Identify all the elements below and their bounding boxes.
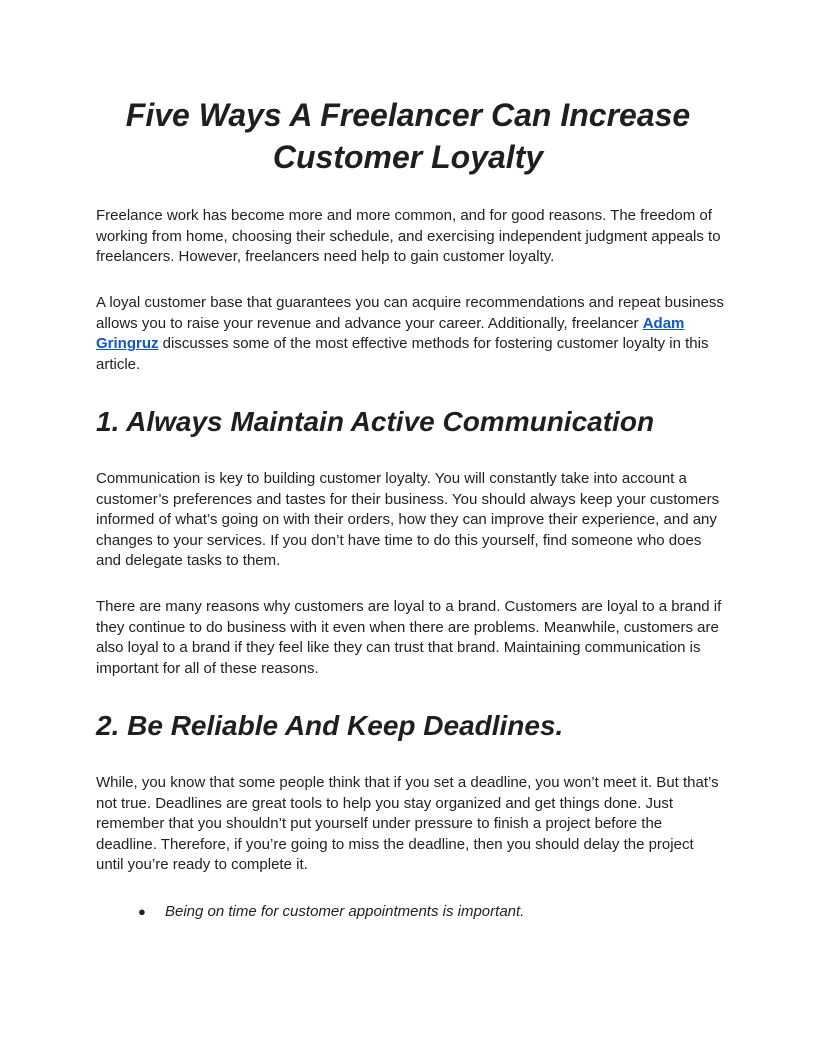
section-1-paragraph-1: Communication is key to building customer loyalty. You will constantly take into account a customer’s preferences and tastes for their business. You should always keep your customers informed of what’s going on with their orders, how they can improve their experience, and any changes to your services. If you don’t have time to do this yourself, find someone who does and delegate tasks to them. — [96, 470, 720, 569]
intro-paragraph-1: Freelance work has become more and more common, and for good reasons. The freedom of working from home, choosing their schedule, and exercising independent judgment appeals to freelancers. However, freelancers need help to gain customer loyalty. — [96, 207, 721, 265]
bullet-icon: ● — [138, 904, 146, 919]
intro-paragraph-2 — [96, 293, 724, 375]
section-1-heading: 1. Always Maintain Active Communication — [96, 406, 655, 437]
section-2-paragraph-1: While, you know that some people think that if you set a deadline, you won’t meet it. But that’s not true. Deadlines are great tools to help you stay organized and get things done. Just remember that you shouldn’t put yourself under pressure to finish a project before the deadline. Therefore, if you’re going to miss the deadline, then you should delay the project until you’re ready to complete it. — [96, 774, 719, 873]
document-title: Five Ways A Freelancer Can Increase Customer Loyalty — [125, 97, 691, 175]
section-1-paragraph-2: There are many reasons why customers are loyal to a brand. Customers are loyal to a brand if they continue to do business with it even when there are problems. Meanwhile, customers are also loyal to a brand if they feel like they can trust that brand. Maintaining communication is important for all of these reasons. — [96, 598, 722, 677]
intro-paragraph-2-text-before: A loyal customer base that guarantees you can acquire recommendations and repeat business allows you to raise your revenue and advance your career. Additionally, freelancer — [96, 294, 724, 332]
section-2-heading: 2. Be Reliable And Keep Deadlines. — [96, 710, 564, 741]
author-link[interactable]: Adam Gringruz — [96, 314, 685, 352]
bullet-text: Being on time for customer appointments is important. — [165, 903, 525, 920]
intro-paragraph-2-text-after: discusses some of the most effective methods for fostering customer loyalty in this article. — [96, 335, 709, 373]
bullet-list-item — [138, 902, 718, 922]
